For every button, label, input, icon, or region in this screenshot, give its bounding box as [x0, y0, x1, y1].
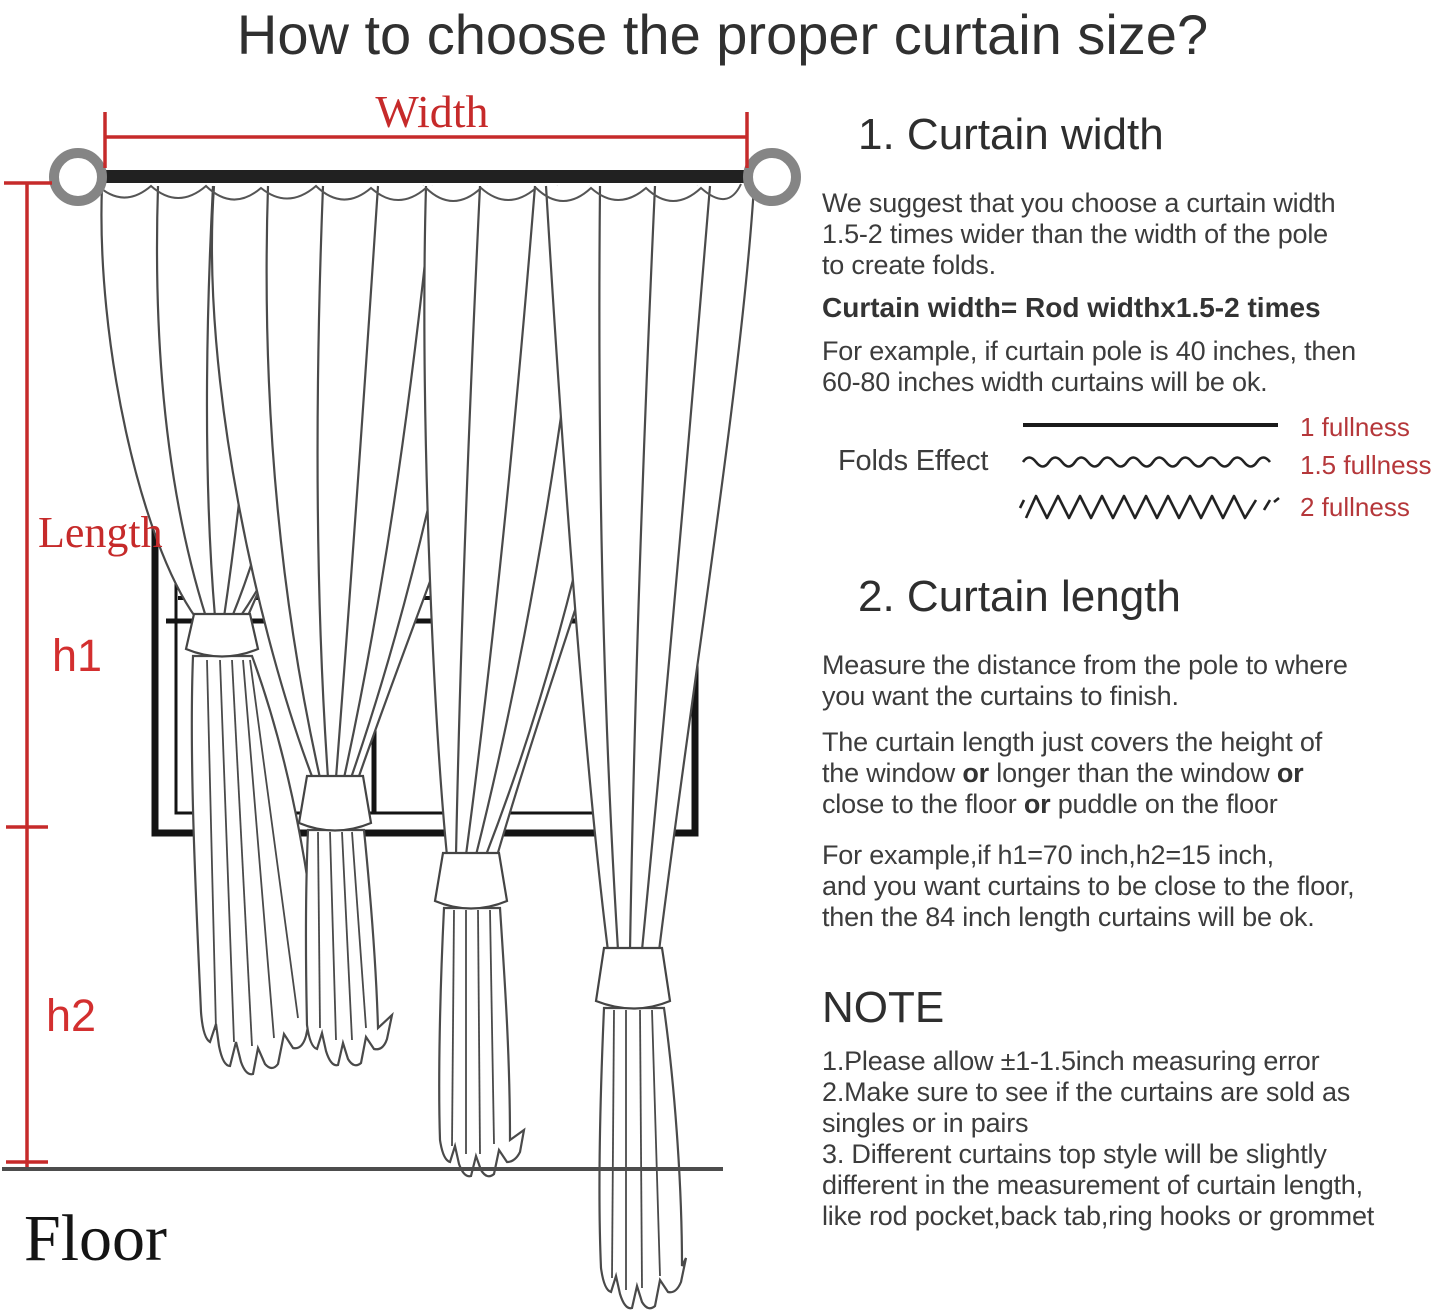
- text-line: [822, 758, 1322, 789]
- fullness-label-1: 1 fullness: [1300, 412, 1410, 442]
- note-item: 3. Different curtains top style will be slightly: [822, 1139, 1327, 1169]
- text-part-bold: or: [962, 758, 989, 788]
- text-part-bold: or: [1276, 758, 1304, 788]
- width-paragraph-1: [822, 188, 1335, 281]
- note-item: different in the measurement of curtain length,: [822, 1170, 1363, 1200]
- fullness-line-1: [1020, 416, 1282, 434]
- h2-label: h2: [46, 990, 97, 1041]
- curtain-rod: [90, 170, 754, 183]
- text-line: [822, 789, 1322, 820]
- rod-ring-left: [54, 153, 102, 201]
- fullness-label-1-5: 1.5 fullness: [1300, 450, 1432, 480]
- note-item: like rod pocket,back tab,ring hooks or grommet: [822, 1201, 1375, 1231]
- section-length-heading: 2. Curtain length: [858, 572, 1181, 621]
- text-part: close to the floor: [822, 789, 1024, 819]
- note-item: 2.Make sure to see if the curtains are sold as: [822, 1077, 1351, 1107]
- text-part-bold: or: [1023, 789, 1051, 819]
- text-part: the window: [822, 758, 963, 788]
- instructions-column: [820, 0, 1445, 1314]
- page-title: How to choose the proper curtain size?: [236, 3, 1209, 66]
- text-line: We suggest that you choose a curtain width: [822, 188, 1336, 218]
- fullness-line-2: [1016, 488, 1286, 526]
- text-line: Measure the distance from the pole to where: [822, 650, 1348, 680]
- section-width-heading: 1. Curtain width: [858, 110, 1164, 159]
- folds-effect-label: Folds Effect: [838, 445, 989, 477]
- folds-effect-block: [820, 400, 1445, 535]
- note-list: [822, 1046, 1374, 1232]
- text-line: then the 84 inch length curtains will be ok.: [822, 902, 1315, 932]
- note-heading: NOTE: [822, 983, 945, 1032]
- floor-label: Floor: [24, 1202, 168, 1275]
- text-part: longer than the window: [989, 758, 1277, 788]
- fullness-label-2: 2 fullness: [1300, 492, 1410, 522]
- text-line: The curtain length just covers the height of: [822, 727, 1322, 757]
- text-line: 1.5-2 times wider than the width of the pole: [822, 219, 1328, 249]
- text-line: to create folds.: [822, 250, 996, 280]
- text-line: you want the curtains to finish.: [822, 681, 1179, 711]
- text-line: 60-80 inches width curtains will be ok.: [822, 367, 1268, 397]
- fullness-line-1-5: [1020, 450, 1282, 472]
- length-label: Length: [38, 508, 163, 557]
- width-paragraph-2: [822, 336, 1356, 398]
- text-line: For example, if curtain pole is 40 inches, then: [822, 336, 1356, 366]
- rod-ring-right: [748, 153, 796, 201]
- text-line: For example,if h1=70 inch,h2=15 inch,: [822, 840, 1274, 870]
- h1-label: h1: [52, 630, 103, 681]
- note-item: 1.Please allow ±1-1.5inch measuring error: [822, 1046, 1320, 1076]
- text-line: and you want curtains to be close to the floor,: [822, 871, 1355, 901]
- length-paragraph-3: [822, 840, 1354, 933]
- length-paragraph-1: [822, 650, 1348, 712]
- width-formula: Curtain width= Rod widthx1.5-2 times: [822, 292, 1321, 323]
- note-item: singles or in pairs: [822, 1108, 1029, 1138]
- length-paragraph-2: [822, 727, 1322, 820]
- text-part: puddle on the floor: [1050, 789, 1278, 819]
- width-label: Width: [375, 86, 489, 137]
